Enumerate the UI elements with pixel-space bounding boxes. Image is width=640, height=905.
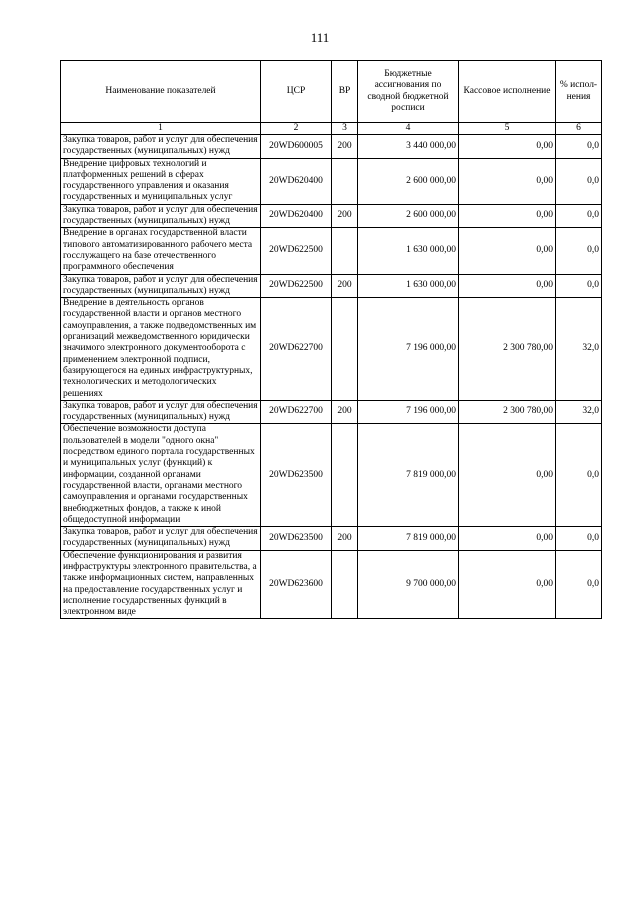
cash-execution: 2 300 780,00 [459, 400, 556, 424]
cash-execution: 0,00 [459, 550, 556, 619]
csr-code: 20WD623600 [261, 550, 332, 619]
vr-code: 200 [332, 204, 358, 228]
csr-code: 20WD620400 [261, 204, 332, 228]
column-number: 1 [61, 123, 261, 135]
cash-execution: 0,00 [459, 424, 556, 527]
column-number: 6 [556, 123, 602, 135]
budget-allocation: 1 630 000,00 [358, 228, 459, 274]
cash-execution: 0,00 [459, 158, 556, 204]
budget-allocation: 1 630 000,00 [358, 274, 459, 298]
csr-code: 20WD623500 [261, 424, 332, 527]
budget-allocation: 7 819 000,00 [358, 527, 459, 551]
budget-allocation: 7 196 000,00 [358, 298, 459, 401]
cash-execution: 0,00 [459, 228, 556, 274]
table-row [61, 135, 602, 159]
execution-percent: 32,0 [556, 400, 602, 424]
column-number: 3 [332, 123, 358, 135]
execution-percent: 0,0 [556, 550, 602, 619]
execution-percent: 32,0 [556, 298, 602, 401]
column-number: 2 [261, 123, 332, 135]
vr-code: 200 [332, 274, 358, 298]
vr-code [332, 424, 358, 527]
table-header-row [61, 61, 602, 123]
execution-percent: 0,0 [556, 527, 602, 551]
csr-code: 20WD622700 [261, 298, 332, 401]
execution-percent: 0,0 [556, 274, 602, 298]
execution-percent: 0,0 [556, 135, 602, 159]
vr-code: 200 [332, 527, 358, 551]
vr-code [332, 550, 358, 619]
csr-code: 20WD622500 [261, 274, 332, 298]
budget-allocation: 3 440 000,00 [358, 135, 459, 159]
table-row [61, 424, 602, 527]
table-row [61, 274, 602, 298]
budget-allocation: 9 700 000,00 [358, 550, 459, 619]
indicator-name: Закупка товаров, работ и услуг для обеспечения государственных (муниципальных) нужд [61, 527, 261, 551]
csr-code: 20WD600005 [261, 135, 332, 159]
csr-code: 20WD622700 [261, 400, 332, 424]
table-row [61, 158, 602, 204]
indicator-name: Внедрение в деятельность органов государственной власти и органов местного самоуправления, а также подведомственных им организаций межведомственного юридически значимого электронного документооборота с применением электронной подписи, базирующегося на единых инфраструктурных, технологических и методологических решениях [61, 298, 261, 401]
column-number: 4 [358, 123, 459, 135]
table-row [61, 298, 602, 401]
header-budget-allocations: Бюджетные ассигнования по сводной бюджетной росписи [358, 61, 459, 123]
page-number: 111 [310, 30, 330, 45]
csr-code: 20WD622500 [261, 228, 332, 274]
cash-execution: 0,00 [459, 527, 556, 551]
budget-allocation: 2 600 000,00 [358, 204, 459, 228]
indicator-name: Закупка товаров, работ и услуг для обеспечения государственных (муниципальных) нужд [61, 204, 261, 228]
header-indicator-name: Наименование показателей [61, 61, 261, 123]
csr-code: 20WD623500 [261, 527, 332, 551]
column-number: 5 [459, 123, 556, 135]
budget-allocation: 7 819 000,00 [358, 424, 459, 527]
indicator-name: Обеспечение возможности доступа пользователей в модели "одного окна" посредством единого портала государственных и муниципальных услуг (функций) к информации, созданной органами государственной власти, органами местного самоуправления и органами государственных внебюджетных фондов, а также к иной общедоступной информации [61, 424, 261, 527]
indicator-name: Внедрение цифровых технологий и платформенных решений в сферах государственного управления и оказания государственных и муниципальных услуг [61, 158, 261, 204]
vr-code: 200 [332, 135, 358, 159]
budget-allocation: 7 196 000,00 [358, 400, 459, 424]
header-csr: ЦСР [261, 61, 332, 123]
vr-code [332, 158, 358, 204]
indicator-name: Внедрение в органах государственной власти типового автоматизированного рабочего места госслужащего на базе отечественного программного обеспечения [61, 228, 261, 274]
execution-percent: 0,0 [556, 158, 602, 204]
vr-code [332, 228, 358, 274]
indicator-name: Закупка товаров, работ и услуг для обеспечения государственных (муниципальных) нужд [61, 135, 261, 159]
execution-percent: 0,0 [556, 228, 602, 274]
indicator-name: Закупка товаров, работ и услуг для обеспечения государственных (муниципальных) нужд [61, 274, 261, 298]
table-row [61, 550, 602, 619]
header-cash-execution: Кассовое исполнение [459, 61, 556, 123]
table-row [61, 527, 602, 551]
budget-allocation: 2 600 000,00 [358, 158, 459, 204]
budget-execution-table [60, 60, 602, 619]
cash-execution: 0,00 [459, 135, 556, 159]
cash-execution: 0,00 [459, 204, 556, 228]
cash-execution: 2 300 780,00 [459, 298, 556, 401]
indicator-name: Обеспечение функционирования и развития инфраструктуры электронного правительства, а также информационных систем, направленных на предоставление государственных услуг и исполнение государственных функций в электронном виде [61, 550, 261, 619]
header-execution-percent: % испол-нения [556, 61, 602, 123]
table-row [61, 400, 602, 424]
vr-code [332, 298, 358, 401]
vr-code: 200 [332, 400, 358, 424]
indicator-name: Закупка товаров, работ и услуг для обеспечения государственных (муниципальных) нужд [61, 400, 261, 424]
execution-percent: 0,0 [556, 424, 602, 527]
table-row [61, 228, 602, 274]
header-vr: ВР [332, 61, 358, 123]
csr-code: 20WD620400 [261, 158, 332, 204]
table-row [61, 204, 602, 228]
execution-percent: 0,0 [556, 204, 602, 228]
cash-execution: 0,00 [459, 274, 556, 298]
column-number-row [61, 123, 602, 135]
